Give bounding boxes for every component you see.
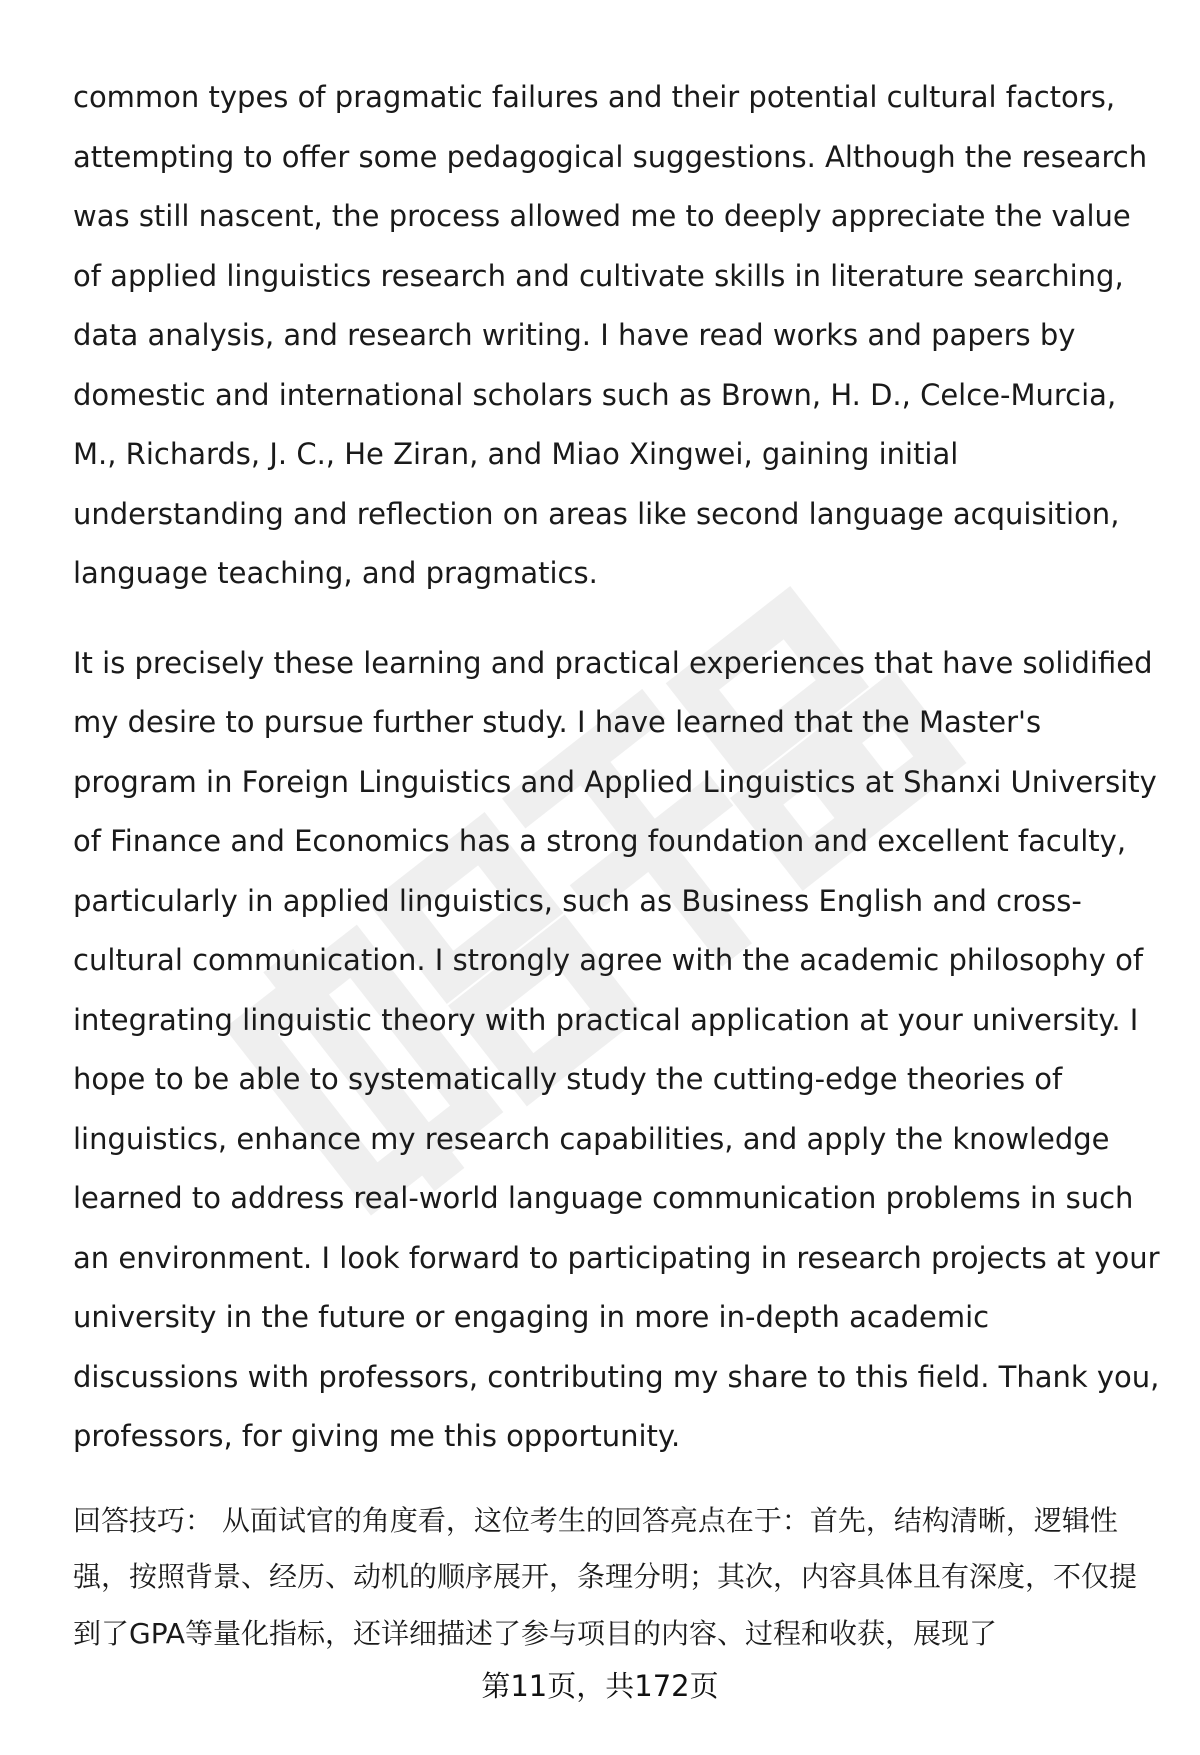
body-paragraph: It is precisely these learning and practical experiences that have solidified my desire to pursue further study. I have learned that the Master's program in Foreign Linguistics and Applied Linguistics at Shanxi University of Finance and Economics has a strong foundation and excellent faculty, particularly in applied linguistics, such as Business English and cross-cultural communication. I strongly agree with the academic philosophy of integrating linguistic theory with practical application at your university. I hope to be able to systematically study the cutting-edge theories of linguistics, enhance my research capabilities, and apply the knowledge learned to address real-world language communication problems in such an environment. I look forward to participating in research projects at your university in the future or engaging in more in-depth academic discussions with professors, contributing my share to this field. Thank you, professors, for giving me this opportunity. bbox=[73, 645, 1160, 1453]
answer-tips-paragraph: 回答技巧： 从面试官的角度看，这位考生的回答亮点在于：首先，结构清晰，逻辑性强，按照背景、经历、动机的顺序展开，条理分明；其次，内容具体且有深度，不仅提到了GPA等量化指标，还详细描述了参与项目的内容、过程和收获，展现了 bbox=[73, 1503, 1138, 1650]
body-paragraph: common types of pragmatic failures and their potential cultural factors, attempting to offer some pedagogical suggestions. Although the research was still nascent, the process allowed me to deeply appreciate the value of applied linguistics research and cultivate skills in literature searching, data analysis, and research writing. I have read works and papers by domestic and international scholars such as Brown, H. D., Celce-Murcia, M., Richards, J. C., He Ziran, and Miao Xingwei, gaining initial understanding and reflection on areas like second language acquisition, language teaching, and pragmatics. bbox=[73, 80, 1148, 590]
document-body bbox=[73, 68, 1163, 1662]
page-number: 第11页，共172页 bbox=[481, 1669, 719, 1703]
